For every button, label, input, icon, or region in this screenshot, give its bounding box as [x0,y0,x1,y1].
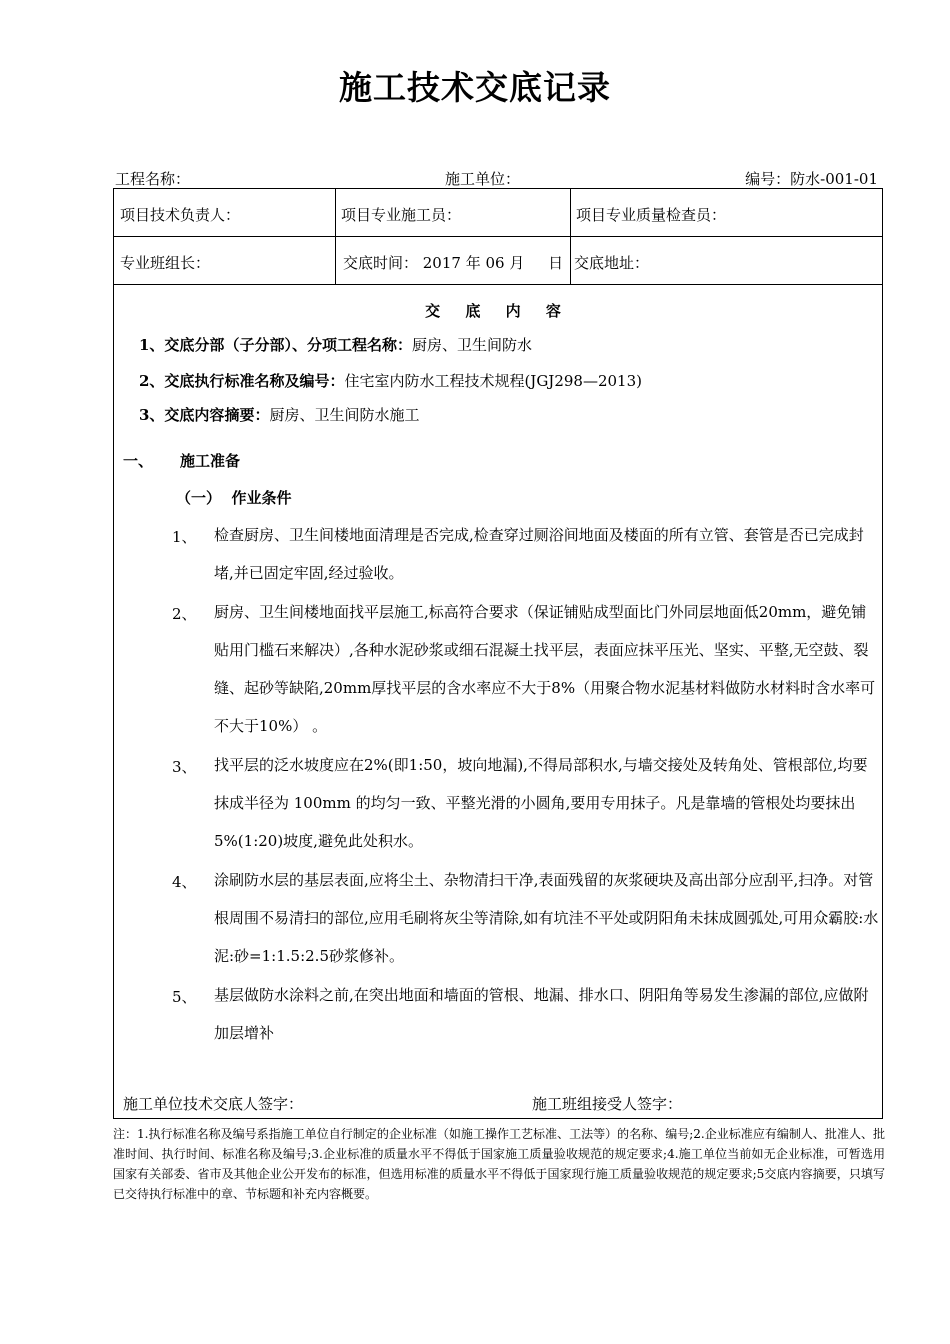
disclosure-address-cell: 交底地址： [574,254,650,272]
paragraph-text: 基层做防水涂料之前,在突出地面和墙面的管根、地漏、排水口、阴阳角等易发生渗漏的部位,应做附加层增补 [214,986,869,1042]
section-title: 施工准备 [180,452,241,470]
paragraph-text: 找平层的泛水坡度应在2%(即1:50，坡向地漏),不得局部积水,与墙交接处及转角处、管根部位,均要抹成半径为 100mm 的均匀一致、平整光滑的小圆角,要用专用抹子。凡是靠墙的管根处均要抹出5%(1:20)坡度,避免此处积水。 [214,756,868,850]
info-item-2 [139,370,642,391]
info-item-3 [139,404,419,425]
info-item-value: 住宅室内防水工程技术规程(JGJ298—2013) [344,372,642,390]
subsection-title: （一） 作业条件 [176,489,292,507]
info-item-label: 2、交底执行标准名称及编号： [139,372,345,390]
info-item-label: 1、交底分部（子分部）、分项工程名称： [139,336,412,354]
tech-leader-cell: 项目技术负责人： [120,206,241,224]
row-divider [114,236,882,237]
info-item-value: 厨房、卫生间防水 [411,336,532,354]
construction-unit-label: 施工单位： [445,170,521,188]
content-heading: 交 底 内 容 [425,302,571,320]
discloser-signature-label: 施工单位技术交底人签字： [123,1095,304,1113]
info-item-value: 厨房、卫生间防水施工 [269,406,420,424]
receiver-signature-label: 施工班组接受人签字： [532,1095,683,1113]
column-divider [335,189,336,284]
record-table [113,188,883,1119]
disclosure-date-cell: 交底时间： 2017 年 06 月 日 [343,254,564,272]
info-item-1 [139,334,532,355]
team-leader-cell: 专业班组长： [120,254,211,272]
paragraph-text: 厨房、卫生间楼地面找平层施工,标高符合要求（保证铺贴成型面比门外同层地面低20mm，避免铺贴用门槛石来解决）,各种水泥砂浆或细石混凝土找平层，表面应抹平压光、坚实、平整,无空鼓、裂缝、起砂等缺陷,20mm厚找平层的含水率应不大于8%（用聚合物水泥基材料做防水材料时含水率可不大于10%） 。 [214,603,876,735]
construction-worker-cell: 项目专业施工员： [341,206,462,224]
row-divider [114,284,882,285]
quality-inspector-cell: 项目专业质量检查员： [576,206,727,224]
section-number: 一、 [123,452,154,470]
paragraph-text: 检查厨房、卫生间楼地面清理是否完成,检查穿过厕浴间地面及楼面的所有立管、套管是否已完成封堵,并已固定牢固,经过验收。 [214,526,864,582]
info-item-label: 3、交底内容摘要： [139,406,270,424]
paragraph-number: 3、 [172,758,197,776]
column-divider [570,189,571,284]
paragraph-number: 4、 [172,873,197,891]
paragraph-number: 2、 [172,605,197,623]
paragraph-number: 5、 [172,988,197,1006]
paragraph-text: 涂刷防水层的基层表面,应将尘土、杂物清扫干净,表面残留的灰浆硬块及高出部分应刮平,扫净。对管根周围不易清扫的部位,应用毛刷将灰尘等清除,如有坑洼不平处或阴阳角未抹成圆弧处,可用众霸胶:水泥:砂=1:1.5:2.5砂浆修补。 [214,871,879,965]
project-name-label: 工程名称： [115,170,191,188]
page-title: 施工技术交底记录 [339,68,611,107]
footnote: 注：1.执行标准名称及编号系指施工单位自行制定的企业标准（如施工操作工艺标准、工法等）的名称、编号;2.企业标准应有编制人、批准人、批准时间、执行时间、标准名称及编号;3.企业标准的质量水平不得低于国家施工质量验收规范的规定要求;4.施工单位当前如无企业标准，可暂选用国家有关部委、省市及其他企业公开发布的标准，但选用标准的质量水平不得低于国家现行施工质量验收规范的规定要求;5交底内容摘要，只填写已交待执行标准中的章、节标题和补充内容概要。 [113,1127,885,1201]
serial-number: 编号：防水-001-01 [745,170,878,188]
paragraph-number: 1、 [172,528,197,546]
